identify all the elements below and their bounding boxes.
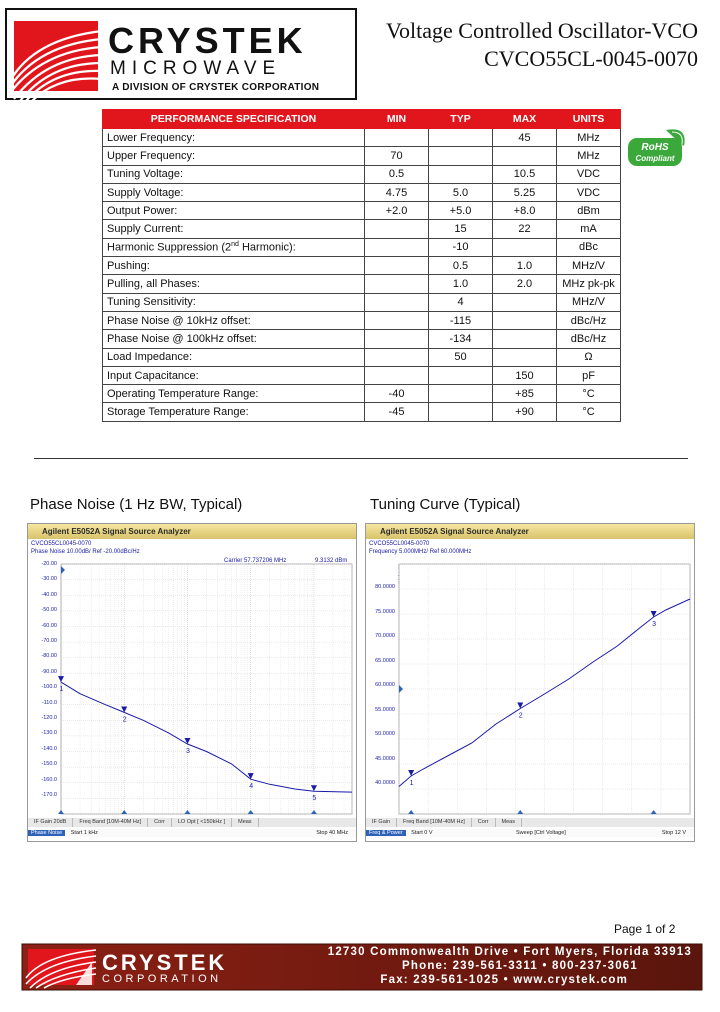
- spec-row: [103, 238, 621, 256]
- spec-value: 15: [429, 220, 493, 238]
- status-field: Freq Band [10M-40M Hz]: [397, 818, 472, 827]
- y-tick-label: 70.0000: [375, 633, 395, 639]
- tc-statusbar: [366, 818, 694, 827]
- spec-header-row: [103, 110, 621, 129]
- spec-row: [103, 147, 621, 165]
- y-tick-label: 75.0000: [375, 608, 395, 615]
- spec-value: MHz/V: [557, 257, 621, 275]
- rohs-label: RoHS: [641, 142, 669, 153]
- y-tick-label: -80.00: [41, 653, 57, 660]
- spec-value: -45: [365, 403, 429, 421]
- pn-plot-header: Phase Noise 10.00dB/ Ref -20.00dBc/Hz: [31, 549, 140, 555]
- spec-value: 4: [429, 293, 493, 311]
- tc-app-titlebar: [366, 524, 694, 539]
- spec-row: [103, 293, 621, 311]
- tc-app-title: Agilent E5052A Signal Source Analyzer: [380, 527, 529, 536]
- y-tick-label: -150.0: [41, 761, 57, 768]
- status-field: Freq Band [10M-40M Hz]: [73, 818, 148, 827]
- spec-value: MHz pk-pk: [557, 275, 621, 293]
- tc-plot: [399, 564, 690, 814]
- spec-value: dBm: [557, 202, 621, 220]
- spec-value: [365, 220, 429, 238]
- spec-row: [103, 183, 621, 201]
- spec-value: °C: [557, 385, 621, 403]
- y-tick-label: -130.0: [41, 730, 57, 737]
- spec-value: 4.75: [365, 183, 429, 201]
- spec-table: [102, 109, 621, 422]
- y-tick-label: 55.0000: [375, 706, 395, 713]
- tc-trace-name: CVCO55CL0045-0070: [369, 541, 430, 547]
- spec-value: Ω: [557, 348, 621, 366]
- spec-parameter-text: Harmonic Suppression (2: [107, 241, 232, 254]
- y-tick-label: -30.00: [41, 576, 57, 583]
- spec-header-4: UNITS: [557, 110, 621, 129]
- spec-value: 150: [493, 366, 557, 384]
- spec-parameter: Tuning Voltage:: [103, 165, 365, 183]
- spec-parameter: Input Capacitance:: [103, 366, 365, 384]
- spec-value: [429, 385, 493, 403]
- spec-parameter: Pushing:: [103, 257, 365, 275]
- spec-value: 10.5: [493, 165, 557, 183]
- status-field: LO Opt [ <150kHz ]: [172, 818, 232, 827]
- spec-value: MHz: [557, 129, 621, 147]
- tc-bottombar: [366, 829, 694, 837]
- spec-value: MHz: [557, 147, 621, 165]
- tc-marker-label: 3: [652, 621, 657, 628]
- y-tick-label: -110.0: [41, 699, 57, 706]
- section-divider: [34, 458, 688, 459]
- spec-value: [493, 348, 557, 366]
- spec-value: 0.5: [429, 257, 493, 275]
- spec-value: +8.0: [493, 202, 557, 220]
- y-tick-label: -160.0: [41, 776, 57, 783]
- spec-row: [103, 220, 621, 238]
- spec-value: +85: [493, 385, 557, 403]
- pn-bottombar: [28, 829, 356, 837]
- pn-app-title: Agilent E5052A Signal Source Analyzer: [42, 527, 191, 536]
- y-tick-label: -140.0: [41, 745, 57, 752]
- spec-value: [365, 366, 429, 384]
- spec-row: [103, 330, 621, 348]
- footer-logo-icon: [26, 949, 96, 988]
- spec-value: [429, 165, 493, 183]
- pn-marker-label: 1: [59, 686, 64, 694]
- y-tick-label: -40.00: [41, 591, 57, 598]
- footer-brand-sub: CORPORATION: [102, 973, 222, 985]
- spec-value: VDC: [557, 165, 621, 183]
- tc-marker-label: 2: [518, 712, 523, 720]
- tc-sweep-label: Sweep [Ctrl Voltage]: [516, 830, 566, 836]
- status-field: Corr: [148, 818, 172, 827]
- spec-row: [103, 366, 621, 384]
- pn-carrier: Carrier 57.737206 MHz: [224, 558, 287, 564]
- spec-row: [103, 311, 621, 329]
- y-tick-label: 50.0000: [375, 731, 395, 737]
- pn-trace-name: CVCO55CL0045-0070: [31, 541, 92, 547]
- footer-brand: CRYSTEK: [102, 950, 228, 975]
- spec-value: +5.0: [429, 202, 493, 220]
- y-tick-label: -70.00: [41, 638, 57, 644]
- pn-statusbar: [28, 818, 356, 827]
- spec-value: [365, 330, 429, 348]
- status-field: Meas: [496, 818, 522, 827]
- y-tick-label: -170.0: [41, 792, 57, 798]
- spec-value: -115: [429, 311, 493, 329]
- tc-plot-header: Frequency 5.000MHz/ Ref 60.000MHz: [369, 549, 472, 555]
- model-number: CVCO55CL-0045-0070: [484, 46, 698, 71]
- tuning-curve-panel: [365, 523, 695, 842]
- spec-value: dBc/Hz: [557, 330, 621, 348]
- y-tick-label: -20.00: [41, 561, 57, 567]
- spec-header-1: MIN: [365, 110, 429, 129]
- spec-value: [365, 257, 429, 275]
- spec-value: °C: [557, 403, 621, 421]
- y-tick-label: -60.00: [41, 622, 57, 629]
- spec-parameter: Output Power:: [103, 202, 365, 220]
- spec-value: 5.0: [429, 183, 493, 201]
- spec-value: [365, 238, 429, 256]
- spec-header-2: TYP: [429, 110, 493, 129]
- spec-value: [365, 311, 429, 329]
- pn-mode-label: Phase Noise: [28, 830, 65, 836]
- pn-carrier-power: 9.3132 dBm: [315, 558, 348, 564]
- spec-body: [103, 129, 621, 422]
- spec-parameter: Phase Noise @ 100kHz offset:: [103, 330, 365, 348]
- brand-subtitle: MICROWAVE: [110, 58, 282, 79]
- spec-value: +90: [493, 403, 557, 421]
- spec-value: 0.5: [365, 165, 429, 183]
- status-field: Corr: [472, 818, 496, 827]
- pn-stop-label: Stop 40 MHz: [316, 830, 348, 836]
- spec-header-0: PERFORMANCE SPECIFICATION: [103, 110, 365, 129]
- brand-division: A DIVISION OF CRYSTEK CORPORATION: [112, 82, 320, 93]
- pn-marker-label: 2: [122, 716, 127, 724]
- pn-marker-label: 3: [185, 748, 190, 755]
- spec-row: [103, 165, 621, 183]
- spec-value: 45: [493, 129, 557, 147]
- crystek-logo-icon: [14, 21, 98, 91]
- spec-value: pF: [557, 366, 621, 384]
- spec-value: [429, 147, 493, 165]
- y-tick-label: 65.0000: [375, 657, 395, 664]
- spec-value: VDC: [557, 183, 621, 201]
- spec-value: 70: [365, 147, 429, 165]
- rohs-compliant-badge: [626, 128, 692, 168]
- brand-name: CRYSTEK: [108, 20, 307, 61]
- spec-value: +2.0: [365, 202, 429, 220]
- y-tick-label: -100.0: [41, 684, 57, 691]
- pn-app-titlebar: [28, 524, 356, 539]
- y-tick-label: -120.0: [41, 715, 57, 721]
- spec-value: [365, 293, 429, 311]
- spec-row: [103, 403, 621, 421]
- spec-value: [493, 147, 557, 165]
- y-tick-label: 40.0000: [375, 780, 395, 786]
- spec-value: [493, 311, 557, 329]
- spec-row: [103, 385, 621, 403]
- spec-parameter-text: Harmonic):: [238, 241, 296, 254]
- phase-noise-title: Phase Noise (1 Hz BW, Typical): [30, 496, 243, 513]
- tuning-curve-title: Tuning Curve (Typical): [370, 496, 521, 513]
- spec-value: [429, 403, 493, 421]
- pn-marker-label: 4: [249, 783, 254, 791]
- footer-phone: Phone: 239-561-3311 • 800-237-3061: [402, 960, 638, 972]
- y-tick-label: 60.0000: [375, 682, 395, 688]
- spec-parameter: Storage Temperature Range:: [103, 403, 365, 421]
- spec-row: [103, 202, 621, 220]
- pn-marker-label: 5: [312, 795, 317, 803]
- footer-fax: Fax: 239-561-1025 • www.crystek.com: [380, 974, 628, 986]
- spec-parameter: Operating Temperature Range:: [103, 385, 365, 403]
- spec-parameter: Phase Noise @ 10kHz offset:: [103, 311, 365, 329]
- spec-value: MHz/V: [557, 293, 621, 311]
- pn-plot: [61, 564, 352, 814]
- spec-value: 1.0: [493, 257, 557, 275]
- spec-parameter: Supply Current:: [103, 220, 365, 238]
- spec-value: 2.0: [493, 275, 557, 293]
- spec-value: dBc: [557, 238, 621, 256]
- spec-parameter: Upper Frequency:: [103, 147, 365, 165]
- spec-value: [365, 348, 429, 366]
- tc-marker-label: 1: [409, 780, 414, 787]
- spec-value: [429, 366, 493, 384]
- y-tick-label: -50.00: [41, 607, 57, 614]
- spec-value: [365, 275, 429, 293]
- spec-value: -134: [429, 330, 493, 348]
- document-title: Voltage Controlled Oscillator-VCO: [386, 18, 698, 43]
- spec-parameter: [103, 238, 365, 256]
- spec-header-3: MAX: [493, 110, 557, 129]
- spec-value: 50: [429, 348, 493, 366]
- y-tick-label: 45.0000: [375, 755, 395, 762]
- status-field: IF Gain 20dB: [28, 818, 73, 827]
- spec-value: 22: [493, 220, 557, 238]
- spec-value: 5.25: [493, 183, 557, 201]
- spec-value: 1.0: [429, 275, 493, 293]
- footer-address: 12730 Commonwealth Drive • Fort Myers, Florida 33913: [327, 946, 692, 958]
- spec-row: [103, 129, 621, 147]
- spec-parameter: Pulling, all Phases:: [103, 275, 365, 293]
- spec-value: mA: [557, 220, 621, 238]
- pn-start-label: Start 1 kHz: [70, 830, 98, 836]
- page-number: Page 1 of 2: [614, 922, 676, 936]
- status-field: IF Gain: [366, 818, 397, 827]
- spec-value: -10: [429, 238, 493, 256]
- phase-noise-panel: [27, 523, 357, 842]
- rohs-compliant-label: Compliant: [635, 154, 675, 163]
- spec-parameter: Supply Voltage:: [103, 183, 365, 201]
- tc-start-label: Start 0 V: [411, 830, 433, 836]
- spec-value: [493, 238, 557, 256]
- tc-stop-label: Stop 12 V: [661, 830, 686, 836]
- spec-value: dBc/Hz: [557, 311, 621, 329]
- spec-value: [429, 129, 493, 147]
- y-tick-label: 80.0000: [375, 584, 395, 590]
- spec-row: [103, 257, 621, 275]
- spec-parameter: Load Impedance:: [103, 348, 365, 366]
- spec-row: [103, 348, 621, 366]
- y-tick-label: -90.00: [41, 668, 57, 675]
- spec-value: [365, 129, 429, 147]
- spec-parameter: Tuning Sensitivity:: [103, 293, 365, 311]
- spec-superscript: nd: [231, 241, 239, 249]
- spec-value: [493, 293, 557, 311]
- spec-value: -40: [365, 385, 429, 403]
- tc-mode-label: Freq & Power: [366, 830, 406, 836]
- spec-parameter: Lower Frequency:: [103, 129, 365, 147]
- status-field: Meas: [232, 818, 258, 827]
- spec-row: [103, 275, 621, 293]
- spec-value: [493, 330, 557, 348]
